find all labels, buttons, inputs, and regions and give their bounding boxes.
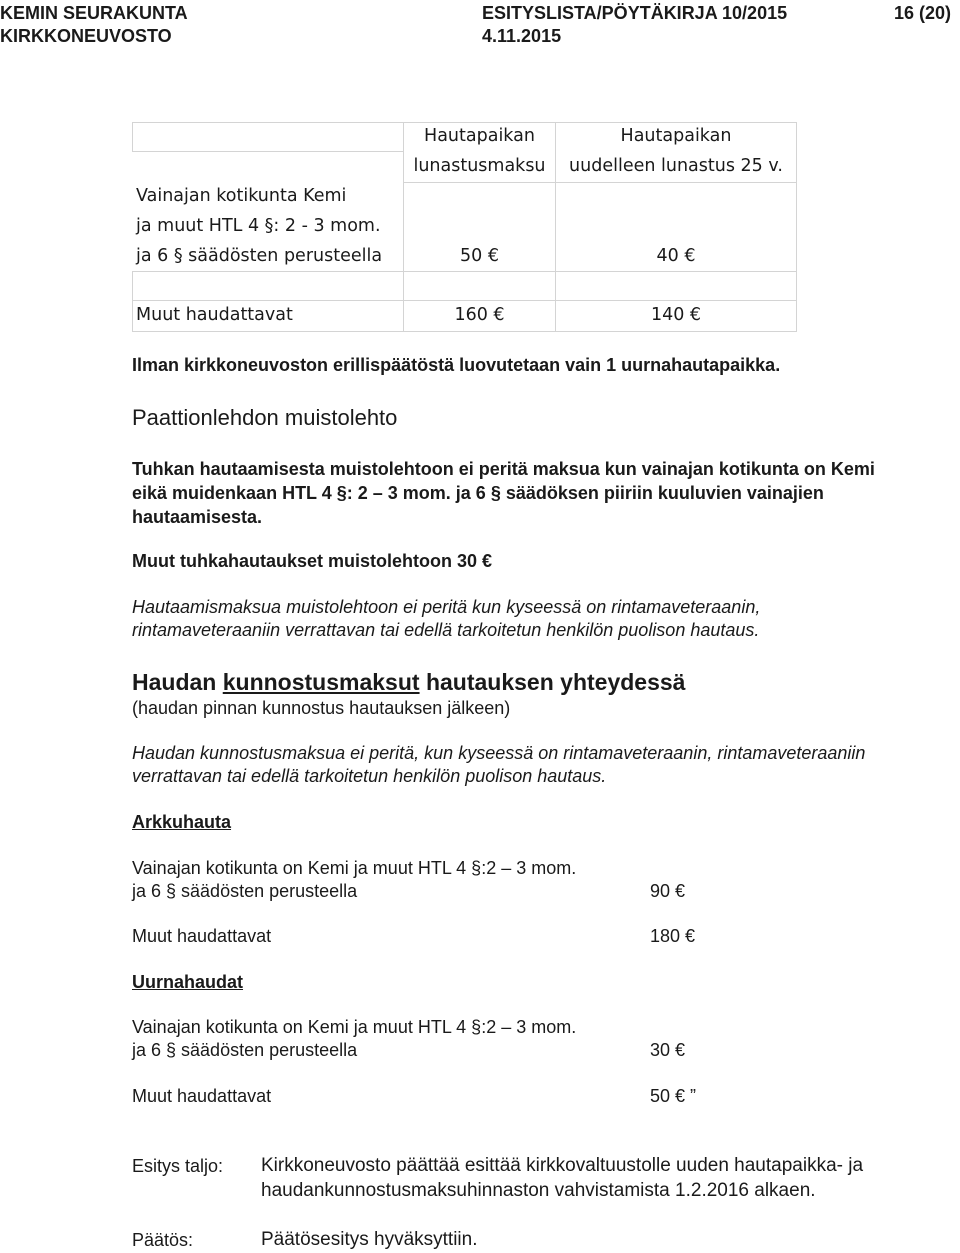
coffin-row1-value: 90 € [650, 881, 686, 901]
urn-row2-value: 50 € ” [650, 1086, 697, 1106]
cell-value: 50 € [460, 246, 499, 266]
memorial-note-line2: rintamaveteraaniin verrattavan tai edellä tarkoitetun henkilön puolison hautaus. [132, 620, 760, 640]
restoration-note-line2: verrattavan tai edellä tarkoitetun henkilön puolison hautaus. [132, 766, 607, 786]
cell-value: 40 € [656, 246, 696, 266]
memorial-heading: Paattionlehdon muistolehto [132, 405, 398, 430]
org-name: KEMIN SEURAKUNTA [0, 3, 188, 23]
proposal-line1: Kirkkoneuvosto päättää esittää kirkkovaltuustolle uuden hautapaikka- ja [261, 1155, 864, 1176]
col-header-renewal-2: uudelleen lunastus 25 v. [569, 156, 783, 176]
restoration-heading [132, 669, 685, 696]
restoration-heading-pre: Haudan [132, 669, 223, 695]
proposal-line2: haudankunnostusmaksuhinnaston vahvistamista 1.2.2016 alkaen. [261, 1180, 816, 1201]
table-cell [555, 271, 797, 301]
coffin-row2-label: Muut haudattavat [132, 926, 272, 946]
urn-row1-line2: ja 6 § säädösten perusteella [132, 1040, 358, 1060]
memorial-paragraph-line2: eikä muidenkaan HTL 4 §: 2 – 3 mom. ja 6 § säädöksen piiriin kuuluvien vainajien [132, 483, 824, 503]
table-cell [132, 122, 404, 152]
memorial-others: Muut tuhkahautaukset muistolehtoon 30 € [132, 551, 493, 571]
restoration-subheading: (haudan pinnan kunnostus hautauksen jälkeen) [132, 698, 511, 718]
col-header-purchase-fee: Hautapaikan [424, 126, 535, 146]
urn-row2-label: Muut haudattavat [132, 1086, 272, 1106]
restoration-note-line1: Haudan kunnostusmaksua ei peritä, kun kyseessä on rintamaveteraanin, rintamaveteraaniin [132, 743, 866, 763]
restoration-heading-underlined: kunnostusmaksut [222, 669, 420, 695]
row-label: ja 6 § säädösten perusteella [136, 246, 383, 266]
coffin-heading: Arkkuhauta [132, 812, 232, 832]
col-header-purchase-fee-2: lunastusmaksu [413, 156, 546, 176]
row-label: ja muut HTL 4 §: 2 - 3 mom. [136, 216, 381, 236]
row-label: Muut haudattavat [136, 305, 293, 325]
page-number: 16 (20) [894, 3, 952, 23]
table-cell [403, 271, 556, 301]
row-label: Vainajan kotikunta Kemi [136, 186, 347, 206]
coffin-row2-value: 180 € [650, 926, 696, 946]
col-header-renewal: Hautapaikan [620, 126, 732, 146]
urn-heading: Uurnahaudat [132, 972, 244, 992]
coffin-row1-line2: ja 6 § säädösten perusteella [132, 881, 358, 901]
coffin-row1-line1: Vainajan kotikunta on Kemi ja muut HTL 4 §:2 – 3 mom. [132, 858, 577, 878]
urn-row1-line1: Vainajan kotikunta on Kemi ja muut HTL 4 §:2 – 3 mom. [132, 1017, 577, 1037]
cell-value: 160 € [454, 305, 505, 325]
urn-note: Ilman kirkkoneuvoston erillispäätöstä luovutetaan vain 1 uurnahautapaikka. [132, 355, 781, 375]
cell-value: 140 € [650, 305, 702, 325]
urn-row1-value: 30 € [650, 1040, 686, 1060]
memorial-paragraph-line1: Tuhkan hautaamisesta muistolehtoon ei peritä maksua kun vainajan kotikunta on Kemi [132, 459, 875, 479]
restoration-heading-post: hautauksen yhteydessä [419, 669, 686, 695]
meeting-date: 4.11.2015 [482, 26, 562, 46]
decision-text: Päätösesitys hyväksyttiin. [261, 1229, 478, 1250]
body-name: KIRKKONEUVOSTO [0, 26, 172, 46]
memorial-paragraph-line3: hautaamisesta. [132, 507, 263, 527]
table-cell [132, 271, 404, 301]
decision-label: Päätös: [132, 1230, 194, 1250]
proposal-label: Esitys taljo: [132, 1156, 224, 1176]
document-title: ESITYSLISTA/PÖYTÄKIRJA 10/2015 [482, 3, 788, 23]
memorial-note-line1: Hautaamismaksua muistolehtoon ei peritä kun kyseessä on rintamaveteraanin, [132, 597, 761, 617]
